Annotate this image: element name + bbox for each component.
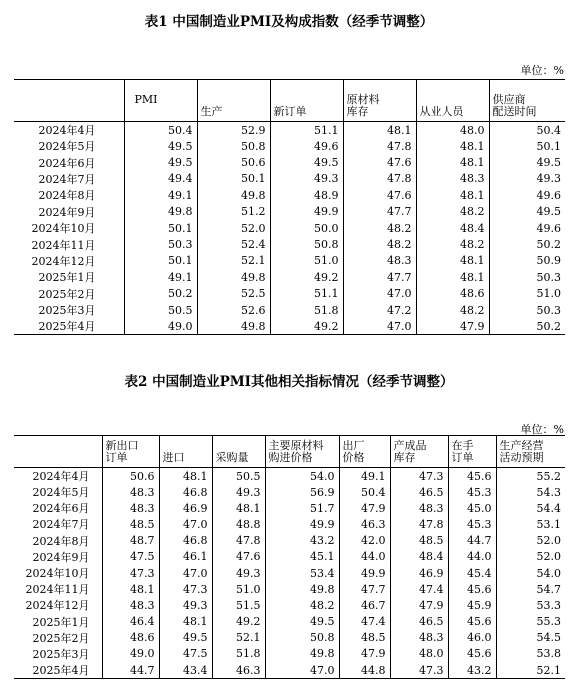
table-cell: 48.3 <box>390 500 448 516</box>
table-cell: 45.3 <box>448 484 496 500</box>
table1-body <box>14 122 565 335</box>
table-cell: 47.0 <box>159 565 212 581</box>
row-date: 2024年11月 <box>31 238 96 252</box>
table-cell: 51.7 <box>265 500 339 516</box>
table-cell: 51.2 <box>197 204 270 220</box>
table-cell: 48.0 <box>416 122 489 139</box>
table-row <box>14 565 565 581</box>
table2-col-header: 在手 订单 <box>448 436 496 468</box>
table1-col-header: 新订单 <box>270 80 343 122</box>
table-row <box>14 171 565 187</box>
table-cell: 50.8 <box>265 630 339 646</box>
table-cell: 47.2 <box>343 302 416 318</box>
table-cell: 47.0 <box>265 662 339 679</box>
table-cell: 45.6 <box>448 581 496 597</box>
table-row <box>14 187 565 203</box>
table-cell: 49.5 <box>270 154 343 170</box>
table-cell: 50.4 <box>124 122 197 139</box>
table-cell: 47.8 <box>212 533 265 549</box>
table-cell: 46.8 <box>159 533 212 549</box>
table2-col-header: 产成品 库存 <box>390 436 448 468</box>
row-date: 2024年10月 <box>31 222 96 236</box>
table-row <box>14 286 565 302</box>
table2-unit: 单位：% <box>520 423 564 436</box>
row-date: 2024年6月 <box>38 156 96 170</box>
row-date: 2025年3月 <box>38 304 96 318</box>
row-date: 2025年4月 <box>32 664 90 678</box>
table-cell: 48.3 <box>390 630 448 646</box>
table-row <box>14 662 565 679</box>
table-cell: 56.9 <box>265 484 339 500</box>
table-cell: 48.5 <box>339 630 390 646</box>
table-cell: 49.4 <box>124 171 197 187</box>
table-cell: 49.8 <box>265 646 339 662</box>
table-cell: 51.5 <box>212 597 265 613</box>
row-date: 2024年5月 <box>32 486 90 500</box>
table-cell: 49.3 <box>212 565 265 581</box>
row-date: 2025年1月 <box>38 271 96 285</box>
table-cell: 47.6 <box>343 154 416 170</box>
table-cell: 51.8 <box>270 302 343 318</box>
table-cell: 43.2 <box>448 662 496 679</box>
table-cell: 50.5 <box>212 468 265 485</box>
table-cell: 51.0 <box>489 286 565 302</box>
row-date: 2024年12月 <box>25 599 90 613</box>
table-cell: 48.1 <box>212 500 265 516</box>
table-cell: 50.1 <box>489 138 565 154</box>
table-cell: 47.8 <box>343 171 416 187</box>
table-cell: 47.4 <box>339 614 390 630</box>
table-cell: 47.0 <box>343 286 416 302</box>
table-cell: 46.4 <box>102 614 159 630</box>
table-cell: 50.4 <box>489 122 565 139</box>
table1-col-header: 生产 <box>197 80 270 122</box>
table2-col-header: 新出口 订单 <box>102 436 159 468</box>
table-cell: 51.0 <box>270 253 343 269</box>
table-cell: 49.9 <box>339 565 390 581</box>
table-row <box>14 138 565 154</box>
table-cell: 50.2 <box>124 286 197 302</box>
table-cell: 49.9 <box>270 204 343 220</box>
table2-header-row <box>14 436 565 468</box>
table-row <box>14 549 565 565</box>
table-row <box>14 468 565 485</box>
table-cell: 46.9 <box>159 500 212 516</box>
table-row <box>14 318 565 335</box>
table-cell: 49.5 <box>124 154 197 170</box>
table-cell: 53.1 <box>496 516 565 532</box>
table-cell: 47.9 <box>339 500 390 516</box>
table-cell: 47.7 <box>343 269 416 285</box>
table2-title: 表2 中国制造业PMI其他相关指标情况（经季节调整） <box>124 374 454 390</box>
table1 <box>14 79 565 335</box>
row-date: 2024年11月 <box>25 583 90 597</box>
table-cell: 49.2 <box>270 318 343 335</box>
row-date: 2025年3月 <box>32 647 90 661</box>
table-cell: 47.0 <box>159 516 212 532</box>
table2-body <box>14 468 565 679</box>
table-cell: 44.7 <box>102 662 159 679</box>
table-cell: 49.5 <box>489 154 565 170</box>
table2-col-header: 生产经营 活动预期 <box>496 436 565 468</box>
table-cell: 49.0 <box>102 646 159 662</box>
table-cell: 52.5 <box>197 286 270 302</box>
table-cell: 54.0 <box>496 565 565 581</box>
row-date: 2024年9月 <box>32 550 90 564</box>
table-cell: 46.8 <box>159 484 212 500</box>
table-cell: 49.3 <box>489 171 565 187</box>
table-cell: 49.1 <box>124 187 197 203</box>
table-cell: 48.3 <box>102 597 159 613</box>
table-cell: 44.0 <box>448 549 496 565</box>
table-cell: 48.1 <box>416 253 489 269</box>
table2-col-header: 进口 <box>159 436 212 468</box>
table-cell: 48.1 <box>416 138 489 154</box>
table-cell: 47.9 <box>390 597 448 613</box>
row-date: 2025年1月 <box>32 615 90 629</box>
table-cell: 50.2 <box>489 236 565 252</box>
table-cell: 45.1 <box>265 549 339 565</box>
table-row <box>14 533 565 549</box>
table-cell: 47.5 <box>159 646 212 662</box>
table-cell: 51.1 <box>270 286 343 302</box>
table-cell: 51.1 <box>270 122 343 139</box>
table-cell: 45.6 <box>448 646 496 662</box>
table-cell: 53.4 <box>265 565 339 581</box>
table-row <box>14 302 565 318</box>
table-cell: 55.3 <box>496 614 565 630</box>
table-row <box>14 614 565 630</box>
table-cell: 48.0 <box>390 646 448 662</box>
table-cell: 49.5 <box>159 630 212 646</box>
table-cell: 48.4 <box>390 549 448 565</box>
table-row <box>14 204 565 220</box>
table-cell: 48.3 <box>343 253 416 269</box>
table1-col-header: PMI <box>124 80 197 122</box>
row-date: 2025年4月 <box>38 320 96 334</box>
table-row <box>14 500 565 516</box>
table-cell: 43.2 <box>265 533 339 549</box>
table-cell: 51.8 <box>212 646 265 662</box>
table-cell: 48.2 <box>265 597 339 613</box>
table-cell: 49.8 <box>124 204 197 220</box>
table-cell: 46.5 <box>390 484 448 500</box>
table1-col-header: 原材料 库存 <box>343 80 416 122</box>
table-cell: 50.6 <box>102 468 159 485</box>
table-cell: 54.4 <box>496 500 565 516</box>
table-cell: 47.9 <box>339 646 390 662</box>
table-cell: 47.7 <box>343 204 416 220</box>
table-cell: 49.6 <box>270 138 343 154</box>
table-cell: 45.3 <box>448 516 496 532</box>
table-cell: 50.9 <box>489 253 565 269</box>
table-cell: 50.0 <box>270 220 343 236</box>
row-date: 2025年2月 <box>32 631 90 645</box>
table-cell: 52.0 <box>496 533 565 549</box>
table1-unit: 单位：% <box>520 64 564 77</box>
row-date: 2024年10月 <box>25 567 90 581</box>
table-cell: 47.0 <box>343 318 416 335</box>
table-cell: 45.6 <box>448 614 496 630</box>
table-cell: 49.8 <box>197 269 270 285</box>
table2-col-header <box>14 436 102 468</box>
row-date: 2024年4月 <box>32 470 90 483</box>
row-date: 2024年4月 <box>38 124 96 137</box>
table-cell: 46.9 <box>390 565 448 581</box>
table-cell: 44.7 <box>448 533 496 549</box>
table-cell: 44.0 <box>339 549 390 565</box>
table-cell: 48.4 <box>416 220 489 236</box>
table-row <box>14 154 565 170</box>
row-date: 2024年7月 <box>32 518 90 532</box>
table-cell: 45.4 <box>448 565 496 581</box>
table2 <box>14 435 565 679</box>
table-cell: 49.8 <box>197 187 270 203</box>
row-date: 2025年2月 <box>38 287 96 301</box>
table-cell: 51.0 <box>212 581 265 597</box>
table-cell: 48.9 <box>270 187 343 203</box>
table1-col-header: 供应商 配送时间 <box>489 80 565 122</box>
table-cell: 48.6 <box>416 286 489 302</box>
table-cell: 50.4 <box>339 484 390 500</box>
table-cell: 49.8 <box>197 318 270 335</box>
table-cell: 55.2 <box>496 468 565 485</box>
table-cell: 50.2 <box>489 318 565 335</box>
table-cell: 53.3 <box>496 597 565 613</box>
table-cell: 46.3 <box>212 662 265 679</box>
table-cell: 50.5 <box>124 302 197 318</box>
table-cell: 50.8 <box>270 236 343 252</box>
table-row <box>14 516 565 532</box>
table-row <box>14 122 565 139</box>
table-cell: 50.6 <box>197 154 270 170</box>
table-cell: 52.0 <box>197 220 270 236</box>
table-row <box>14 630 565 646</box>
table-cell: 49.5 <box>265 614 339 630</box>
table-cell: 52.1 <box>496 662 565 679</box>
table-cell: 44.8 <box>339 662 390 679</box>
table-cell: 49.0 <box>124 318 197 335</box>
table1-col-header <box>14 80 124 122</box>
table-cell: 47.8 <box>343 138 416 154</box>
table-cell: 48.5 <box>390 533 448 549</box>
table-cell: 48.5 <box>102 516 159 532</box>
table-cell: 49.5 <box>489 204 565 220</box>
table-cell: 48.2 <box>416 302 489 318</box>
table-cell: 42.0 <box>339 533 390 549</box>
table-cell: 48.1 <box>416 154 489 170</box>
table1-title: 表1 中国制造业PMI及构成指数（经季节调整） <box>144 14 434 30</box>
table-cell: 48.2 <box>416 204 489 220</box>
table-cell: 52.6 <box>197 302 270 318</box>
table-cell: 48.3 <box>102 500 159 516</box>
table-cell: 54.3 <box>496 484 565 500</box>
table-cell: 47.4 <box>390 581 448 597</box>
table-cell: 50.8 <box>197 138 270 154</box>
row-date: 2024年5月 <box>38 140 96 154</box>
table-cell: 50.3 <box>489 302 565 318</box>
table-cell: 49.3 <box>212 484 265 500</box>
row-date: 2024年6月 <box>32 502 90 516</box>
table1-header-row <box>14 80 565 122</box>
table-row <box>14 581 565 597</box>
table-row <box>14 484 565 500</box>
table-cell: 49.2 <box>212 614 265 630</box>
table-cell: 52.0 <box>496 549 565 565</box>
table-cell: 46.0 <box>448 630 496 646</box>
table-cell: 45.9 <box>448 597 496 613</box>
table-cell: 52.1 <box>212 630 265 646</box>
table-cell: 47.9 <box>416 318 489 335</box>
table-cell: 48.1 <box>102 581 159 597</box>
table1-col-header: 从业人员 <box>416 80 489 122</box>
table-row <box>14 269 565 285</box>
table-cell: 48.8 <box>212 516 265 532</box>
table-cell: 49.2 <box>270 269 343 285</box>
row-date: 2024年8月 <box>38 189 96 203</box>
table2-col-header: 采购量 <box>212 436 265 468</box>
table2-col-header: 出厂 价格 <box>339 436 390 468</box>
row-date: 2024年12月 <box>31 254 96 268</box>
table-row <box>14 236 565 252</box>
table-row <box>14 220 565 236</box>
table-cell: 47.3 <box>102 565 159 581</box>
table-cell: 48.1 <box>416 269 489 285</box>
table-cell: 48.2 <box>416 236 489 252</box>
table-cell: 49.5 <box>124 138 197 154</box>
table-cell: 48.7 <box>102 533 159 549</box>
table-cell: 48.3 <box>416 171 489 187</box>
table-cell: 47.6 <box>212 549 265 565</box>
table-cell: 47.3 <box>390 468 448 485</box>
table-cell: 49.8 <box>265 581 339 597</box>
table-cell: 47.3 <box>390 662 448 679</box>
table-cell: 52.1 <box>197 253 270 269</box>
table-cell: 54.7 <box>496 581 565 597</box>
table-cell: 47.6 <box>343 187 416 203</box>
table-cell: 52.9 <box>197 122 270 139</box>
table-cell: 47.5 <box>102 549 159 565</box>
table-cell: 53.8 <box>496 646 565 662</box>
table-cell: 49.1 <box>124 269 197 285</box>
table-cell: 48.1 <box>416 187 489 203</box>
table-row <box>14 253 565 269</box>
table-cell: 45.6 <box>448 468 496 485</box>
table-cell: 49.3 <box>159 597 212 613</box>
table-cell: 48.2 <box>343 220 416 236</box>
table-cell: 52.4 <box>197 236 270 252</box>
table-cell: 46.5 <box>390 614 448 630</box>
table-cell: 50.3 <box>489 269 565 285</box>
table-cell: 48.1 <box>159 468 212 485</box>
table-cell: 47.3 <box>159 581 212 597</box>
table-cell: 54.0 <box>265 468 339 485</box>
table-row <box>14 597 565 613</box>
table-cell: 49.1 <box>339 468 390 485</box>
row-date: 2024年7月 <box>38 172 96 186</box>
table-cell: 46.7 <box>339 597 390 613</box>
table-cell: 50.3 <box>124 236 197 252</box>
table-cell: 48.1 <box>159 614 212 630</box>
table-cell: 45.0 <box>448 500 496 516</box>
table-cell: 47.7 <box>339 581 390 597</box>
table-cell: 54.5 <box>496 630 565 646</box>
table-cell: 43.4 <box>159 662 212 679</box>
table2-col-header: 主要原材料 购进价格 <box>265 436 339 468</box>
table-cell: 48.6 <box>102 630 159 646</box>
table-cell: 48.2 <box>343 236 416 252</box>
table-cell: 48.3 <box>102 484 159 500</box>
table-cell: 50.1 <box>124 253 197 269</box>
table-cell: 49.6 <box>489 220 565 236</box>
table-cell: 46.1 <box>159 549 212 565</box>
table-row <box>14 646 565 662</box>
table-cell: 49.9 <box>265 516 339 532</box>
row-date: 2024年8月 <box>32 534 90 548</box>
table-cell: 50.1 <box>197 171 270 187</box>
table-cell: 48.1 <box>343 122 416 139</box>
table-cell: 46.3 <box>339 516 390 532</box>
table-cell: 50.1 <box>124 220 197 236</box>
table-cell: 49.6 <box>489 187 565 203</box>
table-cell: 49.3 <box>270 171 343 187</box>
table-cell: 47.8 <box>390 516 448 532</box>
row-date: 2024年9月 <box>38 205 96 219</box>
